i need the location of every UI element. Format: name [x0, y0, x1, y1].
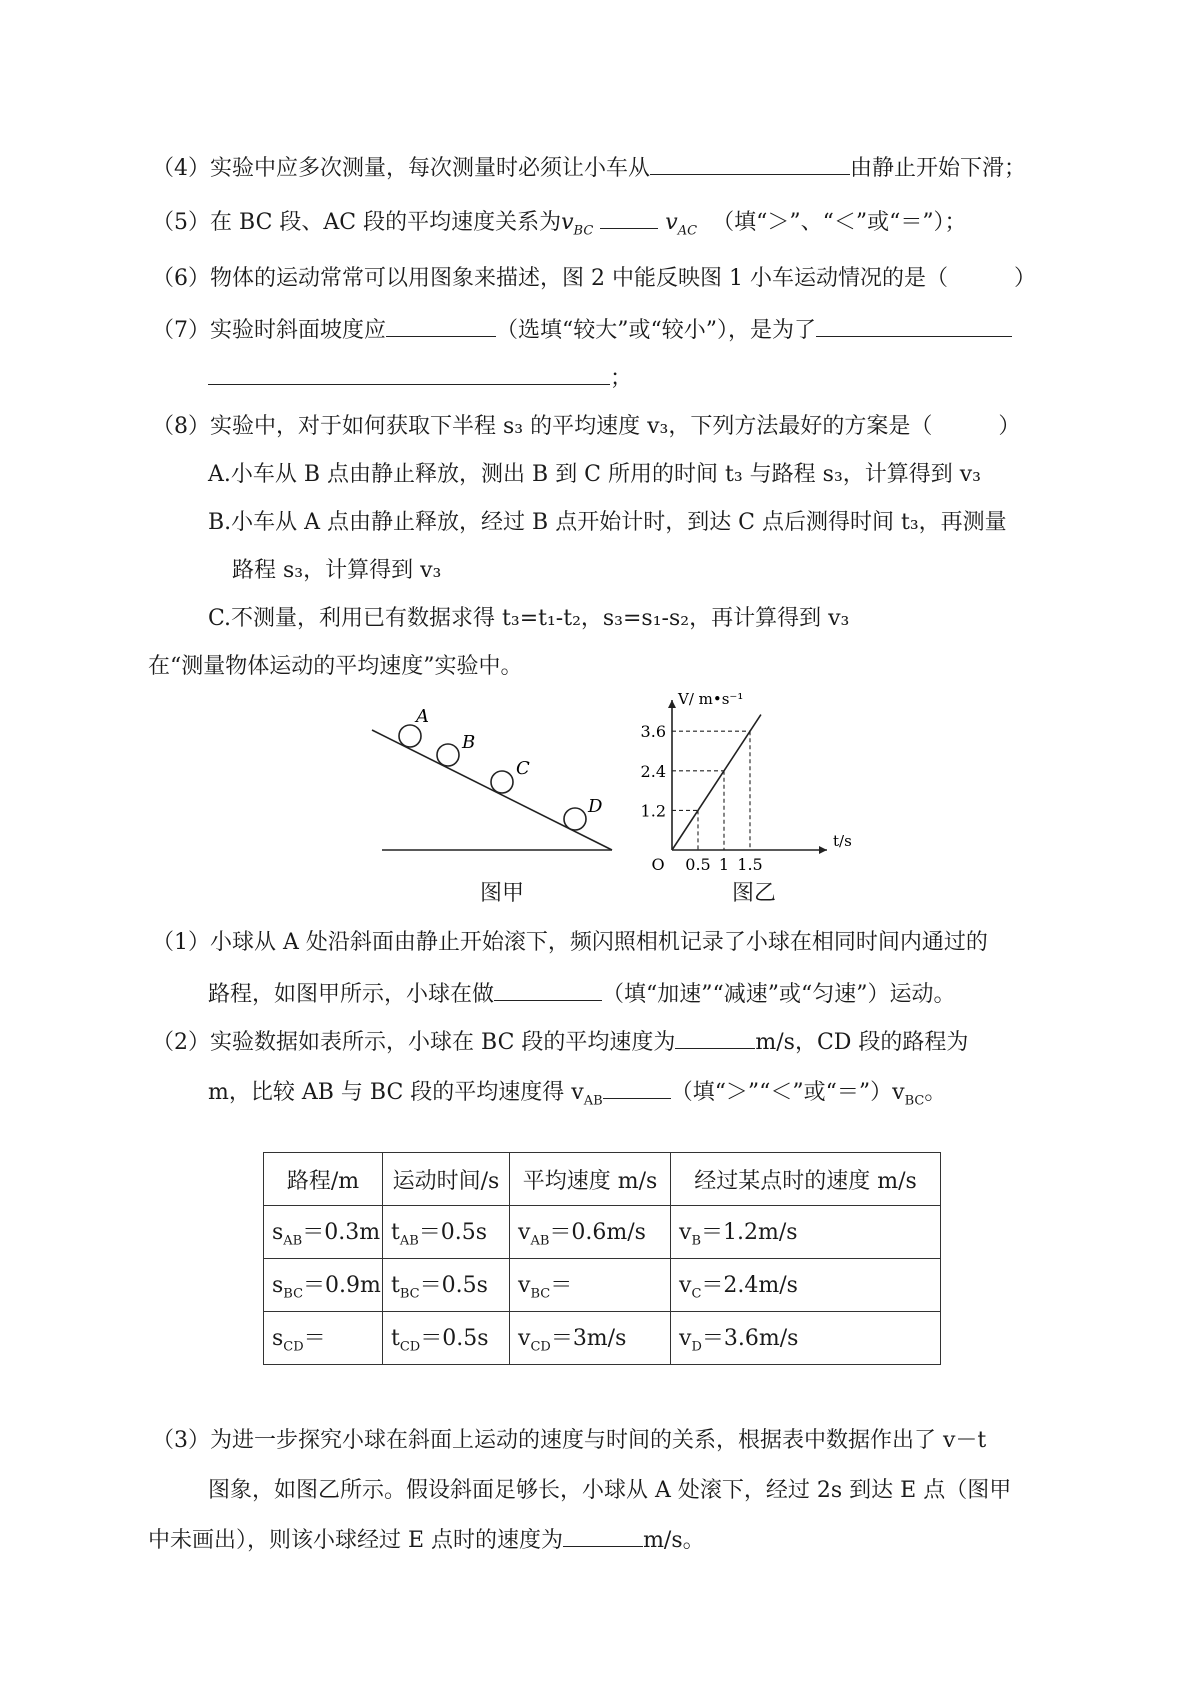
table-header-cell: 平均速度 m/s	[510, 1153, 671, 1206]
ball-c	[491, 771, 513, 793]
table-cell: $s_{AB}=0.3m$	[264, 1206, 383, 1259]
table-row	[264, 1206, 941, 1259]
series-line	[672, 715, 761, 850]
q4-text-a: （4）实验中应多次测量，每次测量时必须让小车从	[152, 156, 650, 181]
v-bc-subscript: BC	[573, 223, 594, 239]
option-b-line-1: B.小车从 A 点由静止释放，经过 B 点开始计时，到达 C 点后测得时间 t₃，再测量	[208, 510, 1007, 535]
x-axis-label: t/s	[833, 832, 852, 850]
q7-answer-blank-3[interactable]	[208, 362, 610, 385]
y-tick-label: 1.2	[640, 801, 666, 821]
table-row	[264, 1312, 941, 1365]
figure-yi-caption: 图乙	[732, 881, 777, 906]
ball-label-c: C	[516, 758, 530, 779]
question-2-1-line-2	[208, 978, 956, 1010]
q7-text-c: ；	[610, 366, 633, 391]
x-axis-arrow	[819, 846, 827, 854]
x-tick-label: 1.5	[737, 855, 763, 874]
table-row	[264, 1259, 941, 1312]
q2-2-text-d: （填“＞”“＜”或“＝”）v	[670, 1080, 905, 1105]
q5-text-a: （5）在 BC 段、AC 段的平均速度关系为	[152, 210, 562, 235]
experiment-intro: 在“测量物体运动的平均速度”实验中。	[148, 654, 523, 679]
q2-1-answer-blank[interactable]	[494, 978, 602, 1001]
q2-2-text-c: m，比较 AB 与 BC 段的平均速度得 v	[208, 1080, 584, 1105]
q7-answer-blank-2[interactable]	[816, 314, 1012, 337]
table-header-row	[264, 1153, 941, 1206]
y-axis-label: V/ m•s⁻¹	[678, 690, 744, 708]
q2-3-text-b: m/s。	[643, 1528, 705, 1553]
y-axis-arrow	[668, 700, 676, 708]
figure-jia-caption: 图甲	[480, 881, 525, 906]
table-cell: $s_{BC}=0.9m$	[264, 1259, 383, 1312]
table-cell: $v_B=1.2m/s$	[671, 1206, 941, 1259]
vbc-subscript: BC	[904, 1093, 925, 1109]
table-header-cell: 路程/m	[264, 1153, 383, 1206]
question-2-3-line-3	[148, 1524, 705, 1556]
figure-area	[370, 690, 870, 920]
question-2-3-line-1: （3）为进一步探究小球在斜面上运动的速度与时间的关系，根据表中数据作出了 v－t	[152, 1428, 987, 1453]
q7-answer-blank-1[interactable]	[386, 314, 496, 337]
v-ac-subscript: AC	[677, 223, 698, 239]
ball-b	[437, 744, 459, 766]
table-cell: $v_{CD}=3m/s$	[510, 1312, 671, 1365]
vab-subscript: AB	[583, 1093, 603, 1109]
question-2-1-line-1: （1）小球从 A 处沿斜面由静止开始滚下，频闪照相机记录了小球在相同时间内通过的	[152, 930, 988, 955]
origin-label: O	[651, 855, 665, 874]
q2-2-text-a: （2）实验数据如表所示，小球在 BC 段的平均速度为	[152, 1030, 676, 1055]
q4-text-b: 由静止开始下滑；	[850, 156, 1027, 181]
q2-2-text-e: 。	[924, 1080, 947, 1105]
table-cell: $t_{BC}=0.5s$	[383, 1259, 510, 1312]
ball-d	[564, 808, 586, 830]
question-7	[152, 314, 1012, 346]
ball-a	[399, 725, 421, 747]
q2-3-answer-blank[interactable]	[563, 1524, 643, 1547]
q2-1-text-a: 路程，如图甲所示，小球在做	[208, 982, 495, 1007]
q7-text-a: （7）实验时斜面坡度应	[152, 318, 386, 343]
ball-label-d: D	[588, 796, 603, 817]
q2-2-answer-blank-1[interactable]	[675, 1026, 755, 1049]
x-tick-label: 0.5	[685, 855, 711, 874]
option-c: C.不测量，利用已有数据求得 t₃=t₁-t₂，s₃=s₁-s₂，再计算得到 v₃	[208, 606, 850, 631]
data-table	[263, 1152, 941, 1365]
table-cell: $v_C=2.4m/s$	[671, 1259, 941, 1312]
question-8: （8）实验中，对于如何获取下半程 s₃ 的平均速度 v₃，下列方法最好的方案是（ ）	[152, 414, 1021, 439]
table-cell: $v_{AB}=0.6m/s$	[510, 1206, 671, 1259]
incline-surface	[372, 730, 612, 850]
table-header-cell: 运动时间/s	[383, 1153, 510, 1206]
question-2-2-line-2	[208, 1076, 946, 1116]
question-6: （6）物体的运动常常可以用图象来描述，图 2 中能反映图 1 小车运动情况的是（ ）	[152, 266, 1036, 291]
table-cell: $t_{AB}=0.5s$	[383, 1206, 510, 1259]
table-cell[interactable]: $v_{BC}=$	[510, 1259, 671, 1312]
q4-answer-blank[interactable]	[650, 152, 850, 175]
table-cell[interactable]: $s_{CD}=$	[264, 1312, 383, 1365]
v-ac-symbol: v	[665, 210, 678, 235]
ball-label-a: A	[416, 706, 429, 727]
question-7-continued	[208, 362, 632, 394]
ball-label-b: B	[462, 732, 476, 753]
q2-3-text-a: 中未画出），则该小球经过 E 点时的速度为	[148, 1528, 564, 1553]
vt-chart	[632, 690, 862, 880]
q2-2-text-b: m/s，CD 段的路程为	[755, 1030, 969, 1055]
q7-text-b: （选填“较大”或“较小”），是为了	[496, 318, 816, 343]
q2-1-text-b: （填“加速”“减速”或“匀速”）运动。	[602, 982, 956, 1007]
question-2-3-line-2: 图象，如图乙所示。假设斜面足够长，小球从 A 处滚下，经过 2s 到达 E 点（图甲	[208, 1478, 1012, 1503]
q5-text-b: （填“＞”、“＜”或“＝”）；	[712, 210, 967, 235]
question-5	[152, 206, 967, 246]
table-header-cell: 经过某点时的速度 m/s	[671, 1153, 941, 1206]
option-a: A.小车从 B 点由静止释放，测出 B 到 C 所用的时间 t₃ 与路程 s₃，计算得到 v₃	[208, 462, 981, 487]
table-cell: $t_{CD}=0.5s$	[383, 1312, 510, 1365]
x-tick-label: 1	[718, 855, 730, 874]
y-tick-label: 2.4	[640, 761, 666, 781]
q2-2-answer-blank-2[interactable]	[603, 1076, 671, 1099]
incline-figure	[370, 700, 620, 870]
question-2-2-line-1	[152, 1026, 968, 1058]
question-4	[152, 152, 1026, 184]
table-cell: $v_D=3.6m/s$	[671, 1312, 941, 1365]
option-b-line-2: 路程 s₃，计算得到 v₃	[232, 558, 442, 583]
y-tick-label: 3.6	[640, 722, 666, 742]
q5-answer-blank[interactable]	[600, 206, 658, 229]
v-bc-symbol: v	[561, 210, 574, 235]
